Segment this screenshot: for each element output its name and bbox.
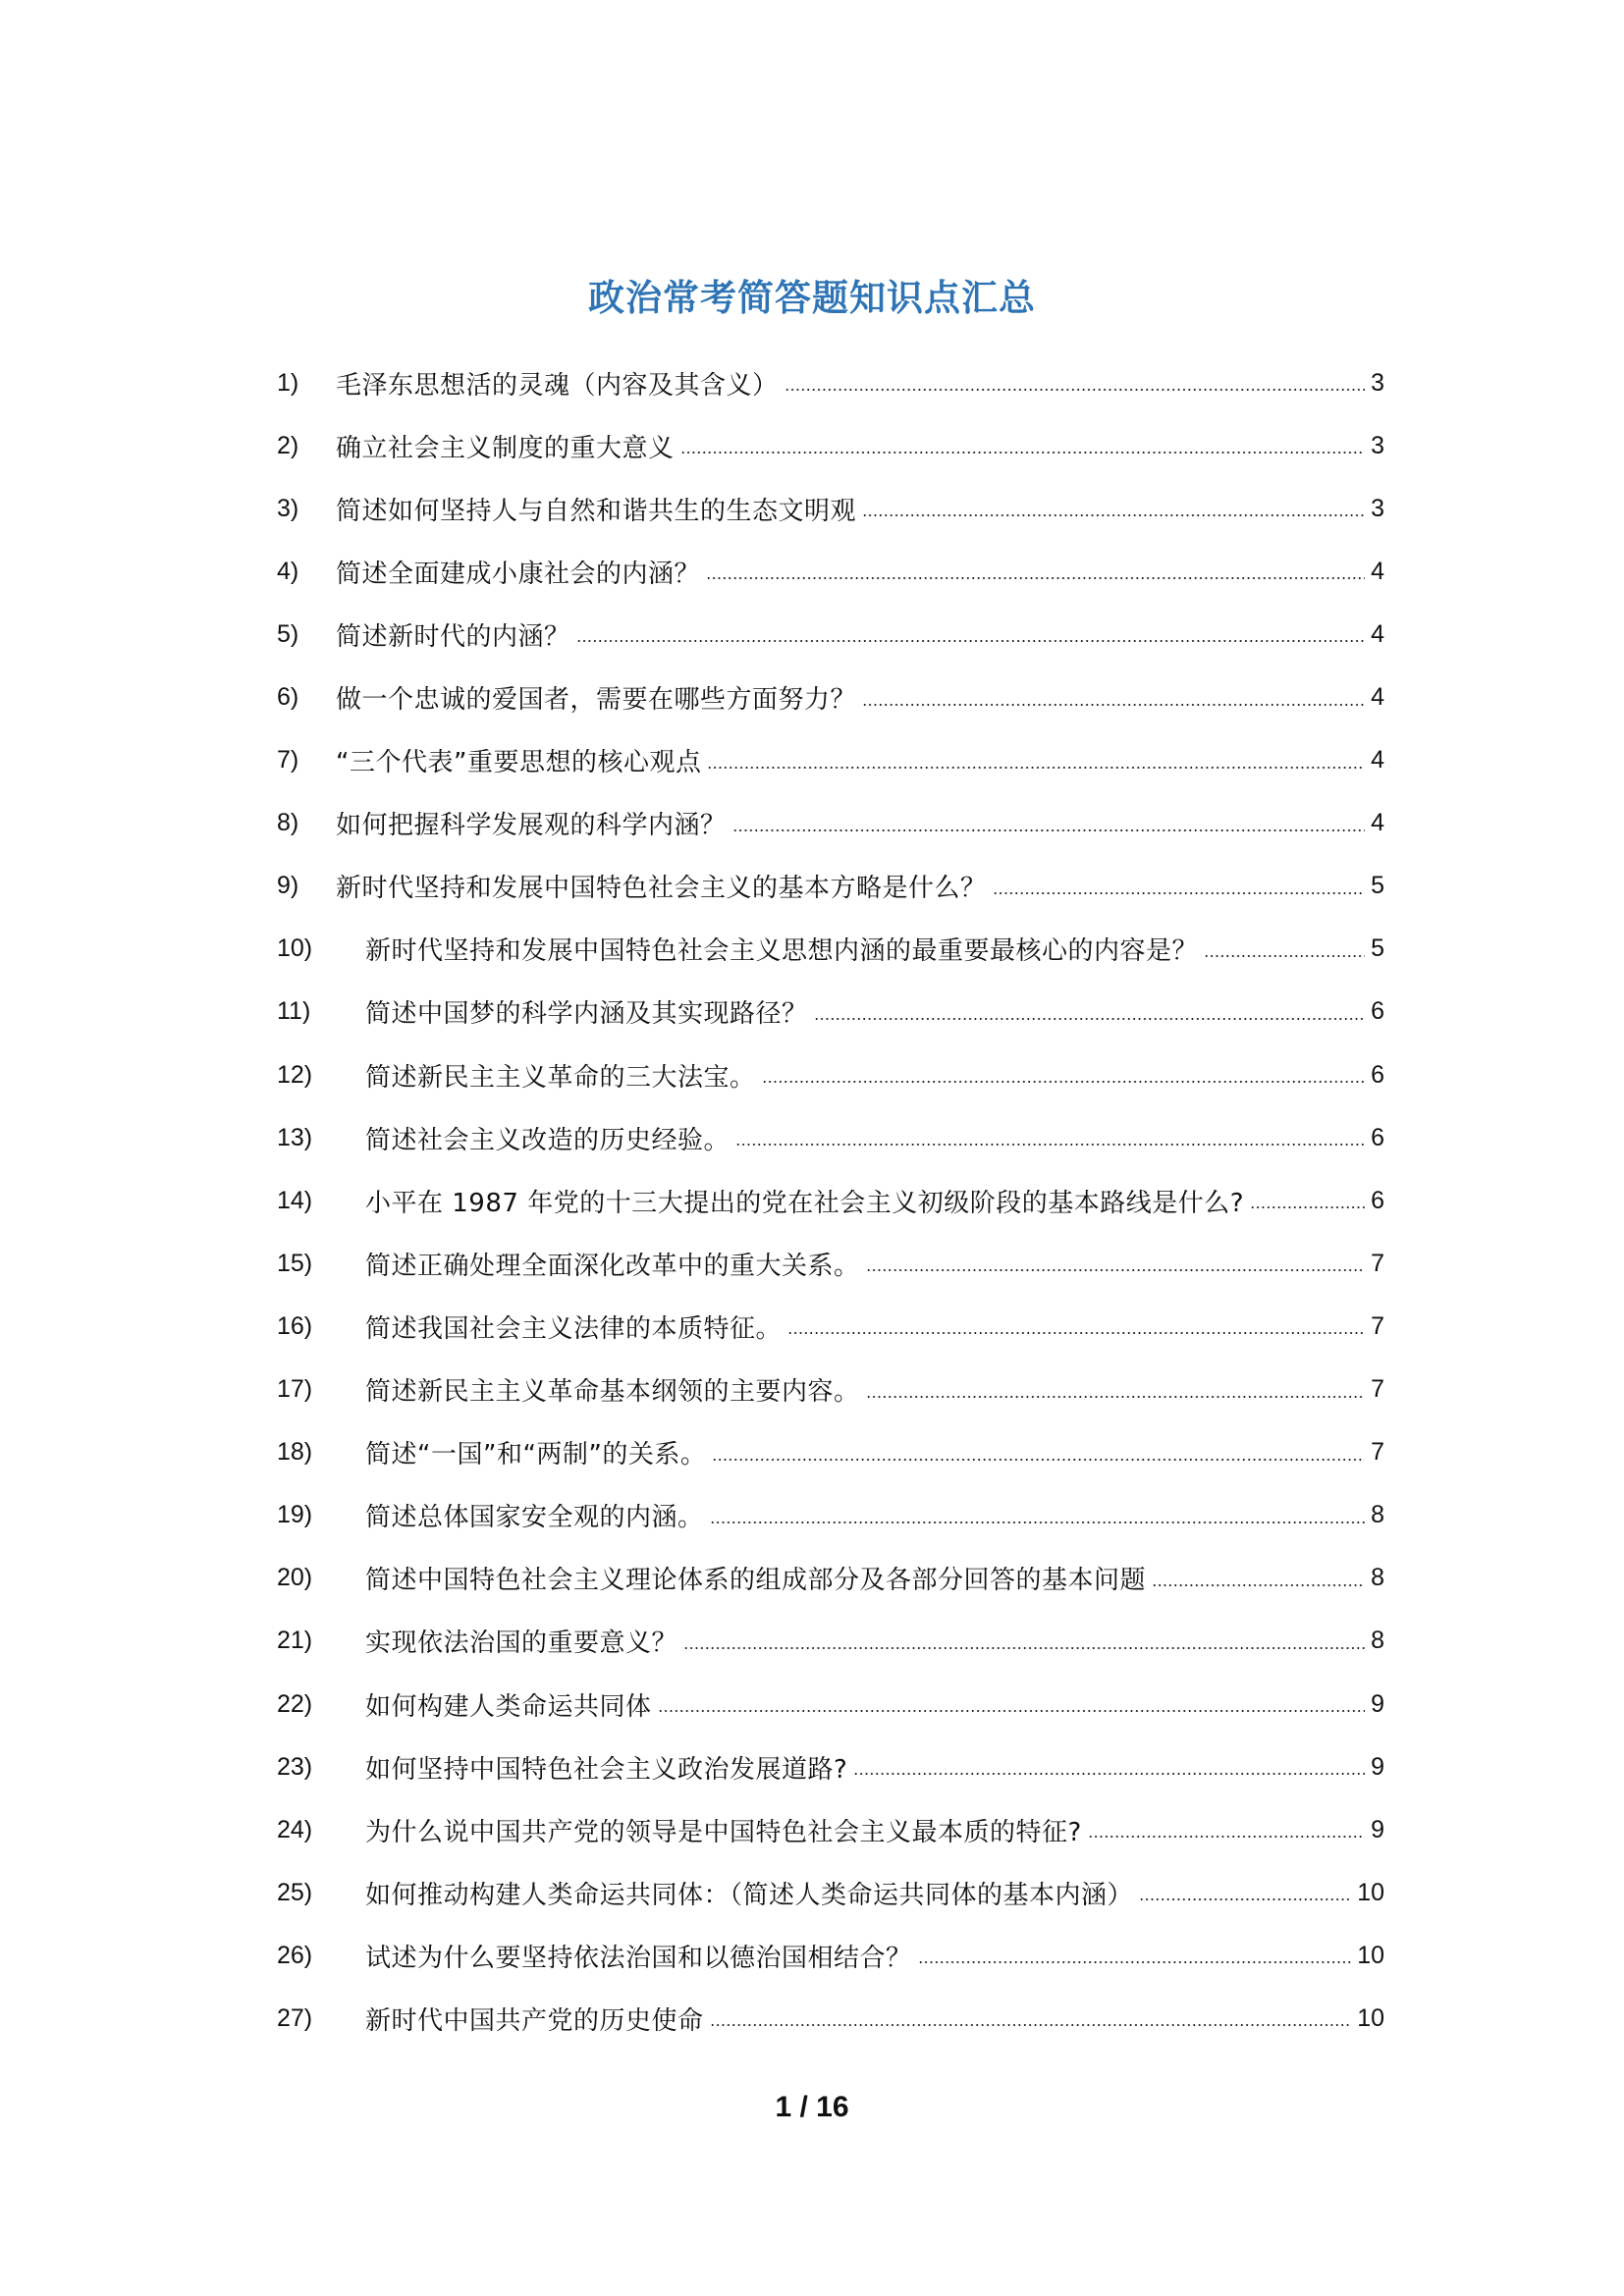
toc-entry-number: 5): [277, 619, 299, 648]
toc-entry-title[interactable]: 简述社会主义改造的历史经验。: [365, 1125, 731, 1155]
toc-entry-title[interactable]: 为什么说中国共产党的领导是中国特色社会主义最本质的特征?: [365, 1817, 1082, 1847]
toc-dot-leader: [862, 514, 1365, 516]
toc-entry-title[interactable]: 新时代坚持和发展中国特色社会主义的基本方略是什么？: [336, 874, 987, 904]
toc-dot-leader: [1204, 955, 1365, 957]
toc-entry-page-number: 3: [1371, 431, 1384, 459]
toc-entry-title[interactable]: 毛泽东思想活的灵魂（内容及其含义）: [336, 370, 779, 400]
toc-entry-number: 8): [277, 809, 299, 837]
toc-entry[interactable]: [277, 792, 1384, 855]
toc-entry-number: 9): [277, 872, 299, 900]
toc-entry-page-number: 4: [1371, 683, 1384, 712]
toc-entry-title[interactable]: 简述我国社会主义法律的本质特征。: [365, 1313, 783, 1344]
toc-entry[interactable]: [277, 1798, 1384, 1861]
toc-entry-page-number: 8: [1371, 1501, 1384, 1529]
toc-dot-leader: [1250, 1206, 1365, 1208]
toc-entry[interactable]: [277, 729, 1384, 792]
toc-entry-page-number: 5: [1371, 934, 1384, 963]
toc-entry-title[interactable]: 简述总体国家安全观的内涵。: [365, 1503, 704, 1533]
toc-dot-leader: [1088, 1836, 1365, 1838]
toc-entry-number: 2): [277, 431, 299, 459]
toc-entry-number: 25): [277, 1878, 313, 1906]
toc-entry-page-number: 6: [1371, 1060, 1384, 1089]
toc-entry-page-number: 7: [1371, 1375, 1384, 1404]
toc-entry-title[interactable]: 新时代坚持和发展中国特色社会主义思想内涵的最重要最核心的内容是？: [365, 936, 1199, 967]
toc-entry-title[interactable]: 新时代中国共产党的历史使命: [365, 2005, 704, 2036]
toc-entry[interactable]: [277, 918, 1384, 981]
page-number-footer: 1 / 16: [775, 2091, 849, 2123]
toc-entry[interactable]: [277, 1861, 1384, 1924]
toc-entry-title[interactable]: 简述新民主主义革命的三大法宝。: [365, 1062, 756, 1093]
toc-entry-title[interactable]: 简述中国特色社会主义理论体系的组成部分及各部分回答的基本问题: [365, 1566, 1147, 1596]
toc-entry[interactable]: [277, 1106, 1384, 1169]
toc-entry-number: 1): [277, 368, 299, 397]
toc-entry-page-number: 7: [1371, 1311, 1384, 1340]
toc-entry[interactable]: [277, 603, 1384, 666]
toc-dot-leader: [706, 577, 1365, 579]
toc-dot-leader: [710, 1522, 1366, 1523]
toc-entry-number: 22): [277, 1689, 313, 1718]
toc-entry-page-number: 10: [1357, 2003, 1384, 2032]
toc-entry-page-number: 9: [1371, 1752, 1384, 1781]
toc-entry-title[interactable]: 做一个忠诚的爱国者，需要在哪些方面努力？: [336, 685, 857, 716]
toc-entry-number: 18): [277, 1438, 313, 1467]
toc-dot-leader: [576, 640, 1366, 642]
toc-entry-number: 13): [277, 1123, 313, 1151]
toc-entry-number: 21): [277, 1627, 313, 1655]
toc-dot-leader: [707, 767, 1365, 769]
toc-entry[interactable]: [277, 1421, 1384, 1484]
toc-entry-title[interactable]: “三个代表”重要思想的核心观点: [336, 748, 702, 778]
toc-entry[interactable]: [277, 1735, 1384, 1798]
toc-entry[interactable]: [277, 1610, 1384, 1673]
toc-dot-leader: [762, 1081, 1366, 1083]
toc-entry-number: 14): [277, 1186, 313, 1214]
toc-entry-title[interactable]: 简述新民主主义革命基本纲领的主要内容。: [365, 1377, 860, 1408]
toc-entry[interactable]: [277, 477, 1384, 540]
toc-entry-number: 15): [277, 1249, 313, 1277]
toc-entry-title[interactable]: 如何坚持中国特色社会主义政治发展道路?: [365, 1754, 848, 1785]
table-of-contents: [277, 351, 1384, 2051]
toc-entry[interactable]: [277, 855, 1384, 918]
toc-entry-number: 20): [277, 1564, 313, 1592]
toc-entry-page-number: 6: [1371, 1186, 1384, 1214]
document-title: 政治常考简答题知识点汇总: [588, 276, 1036, 319]
toc-entry-page-number: 4: [1371, 809, 1384, 837]
toc-entry-number: 16): [277, 1311, 313, 1340]
toc-entry-page-number: 10: [1357, 1941, 1384, 1969]
toc-dot-leader: [658, 1710, 1366, 1712]
toc-entry[interactable]: [277, 540, 1384, 603]
toc-entry-title[interactable]: 简述“一国”和“两制”的关系。: [365, 1440, 707, 1470]
toc-entry-page-number: 3: [1371, 494, 1384, 522]
toc-entry-number: 12): [277, 1060, 313, 1089]
toc-dot-leader: [680, 452, 1366, 454]
toc-entry-number: 23): [277, 1752, 313, 1781]
toc-entry[interactable]: [277, 351, 1384, 414]
toc-entry-number: 11): [277, 997, 311, 1026]
toc-entry-page-number: 5: [1371, 872, 1384, 900]
toc-entry-title[interactable]: 如何把握科学发展观的科学内涵？: [336, 811, 727, 841]
toc-entry-number: 17): [277, 1375, 313, 1404]
toc-entry-title[interactable]: 简述正确处理全面深化改革中的重大关系。: [365, 1251, 860, 1281]
toc-dot-leader: [683, 1647, 1365, 1649]
toc-entry[interactable]: [277, 1987, 1384, 2050]
toc-dot-leader: [862, 704, 1365, 706]
toc-entry-page-number: 4: [1371, 746, 1384, 774]
toc-entry[interactable]: [277, 981, 1384, 1043]
toc-entry-title[interactable]: 试述为什么要坚持依法治国和以德治国相结合？: [365, 1943, 912, 1973]
toc-entry-page-number: 7: [1371, 1249, 1384, 1277]
toc-dot-leader: [814, 1018, 1366, 1020]
toc-entry-number: 24): [277, 1815, 313, 1843]
toc-entry-page-number: 8: [1371, 1564, 1384, 1592]
toc-entry[interactable]: [277, 1359, 1384, 1421]
toc-entry[interactable]: [277, 414, 1384, 477]
toc-entry-title[interactable]: 如何构建人类命运共同体: [365, 1691, 652, 1722]
toc-entry-number: 26): [277, 1941, 313, 1969]
toc-entry-number: 19): [277, 1501, 313, 1529]
toc-entry[interactable]: [277, 1924, 1384, 1987]
toc-dot-leader: [785, 389, 1366, 391]
toc-dot-leader: [1152, 1584, 1365, 1586]
toc-entry-page-number: 4: [1371, 557, 1384, 585]
toc-entry-number: 27): [277, 2003, 313, 2032]
toc-entry-number: 6): [277, 683, 299, 712]
toc-dot-leader: [712, 1459, 1365, 1461]
toc-entry-title[interactable]: 简述全面建成小康社会的内涵？: [336, 559, 701, 589]
toc-dot-leader: [787, 1332, 1365, 1334]
toc-entry-page-number: 9: [1371, 1815, 1384, 1843]
toc-entry-number: 10): [277, 934, 313, 963]
toc-entry[interactable]: [277, 1232, 1384, 1295]
toc-entry-title[interactable]: 简述如何坚持人与自然和谐共生的生态文明观: [336, 496, 857, 526]
toc-entry[interactable]: [277, 666, 1384, 728]
toc-entry-page-number: 3: [1371, 368, 1384, 397]
toc-entry[interactable]: [277, 1547, 1384, 1610]
toc-entry-title[interactable]: 确立社会主义制度的重大意义: [336, 433, 675, 463]
toc-dot-leader: [853, 1773, 1365, 1775]
toc-entry-number: 7): [277, 746, 299, 774]
toc-entry[interactable]: [277, 1295, 1384, 1358]
toc-entry-page-number: 4: [1371, 619, 1384, 648]
toc-entry-title[interactable]: 实现依法治国的重要意义？: [365, 1629, 678, 1659]
toc-dot-leader: [993, 892, 1366, 894]
toc-entry[interactable]: [277, 1484, 1384, 1547]
toc-entry-title[interactable]: 简述新时代的内涵？: [336, 621, 570, 652]
toc-dot-leader: [710, 2024, 1352, 2026]
toc-entry[interactable]: [277, 1043, 1384, 1106]
toc-dot-leader: [866, 1269, 1366, 1271]
toc-entry-title[interactable]: 如何推动构建人类命运共同体：（简述人类命运共同体的基本内涵）: [365, 1880, 1134, 1910]
toc-dot-leader: [732, 829, 1366, 831]
toc-entry-page-number: 6: [1371, 997, 1384, 1026]
toc-dot-leader: [735, 1144, 1365, 1146]
toc-entry-page-number: 6: [1371, 1123, 1384, 1151]
toc-entry[interactable]: [277, 1169, 1384, 1232]
toc-dot-leader: [918, 1961, 1352, 1963]
toc-entry-page-number: 7: [1371, 1438, 1384, 1467]
toc-dot-leader: [866, 1396, 1366, 1398]
toc-entry-page-number: 9: [1371, 1689, 1384, 1718]
toc-entry-page-number: 10: [1357, 1878, 1384, 1906]
toc-entry[interactable]: [277, 1673, 1384, 1735]
toc-dot-leader: [1139, 1898, 1351, 1900]
toc-entry-number: 3): [277, 494, 299, 522]
toc-entry-page-number: 8: [1371, 1627, 1384, 1655]
toc-entry-number: 4): [277, 557, 299, 585]
toc-entry-title[interactable]: 简述中国梦的科学内涵及其实现路径？: [365, 999, 808, 1030]
toc-entry-title[interactable]: 小平在 1987 年党的十三大提出的党在社会主义初级阶段的基本路线是什么?: [365, 1188, 1244, 1218]
